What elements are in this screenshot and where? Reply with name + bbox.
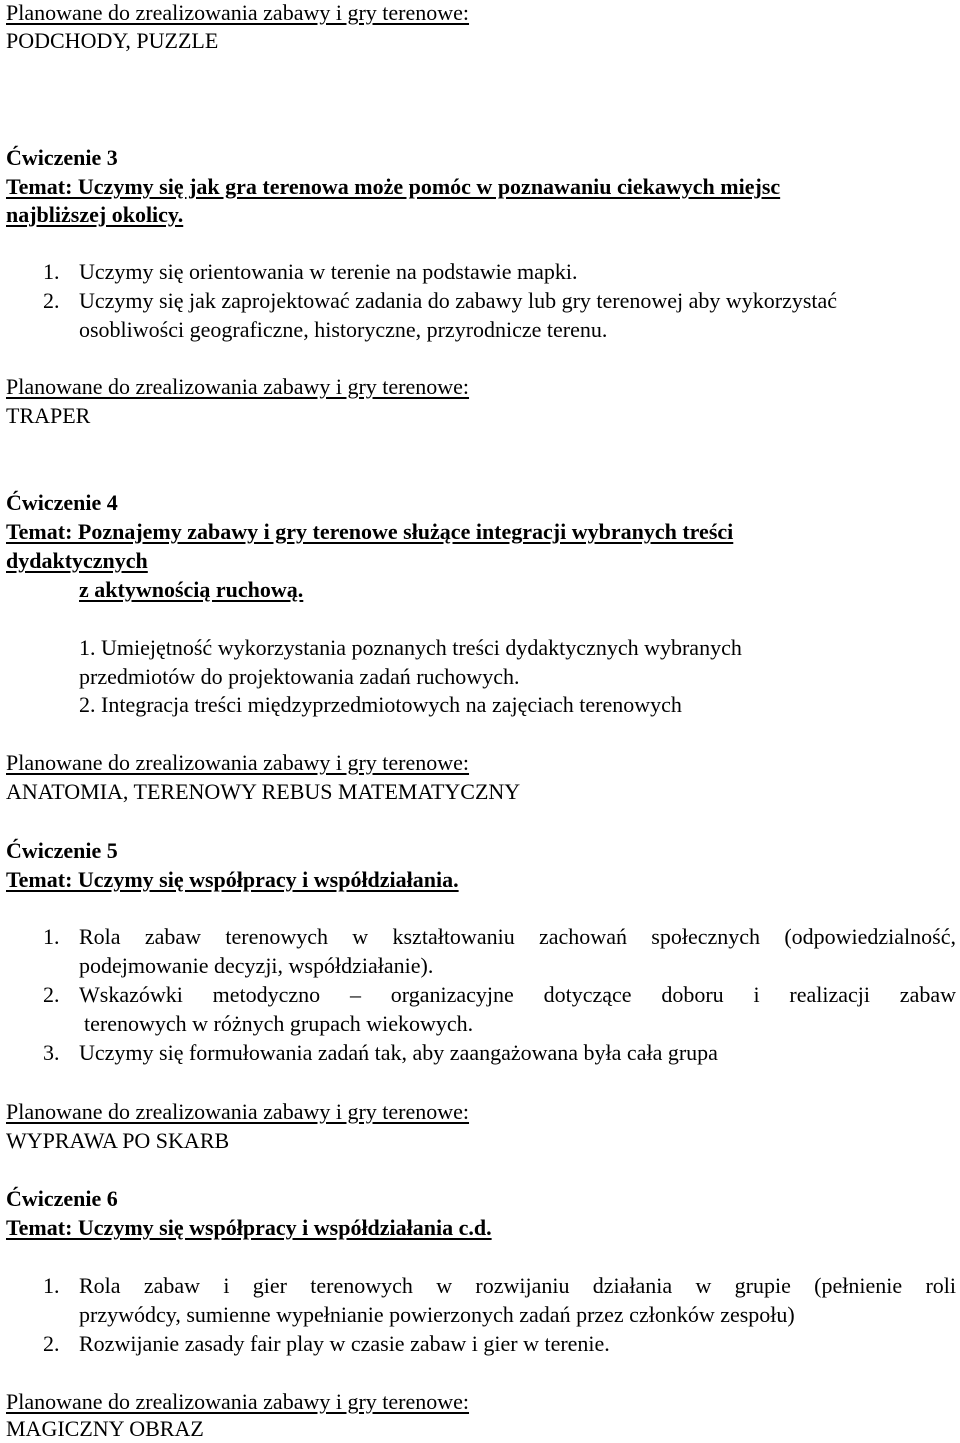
- exercise-3-item-2: [43, 286, 837, 315]
- exercise-4-topic-line3: z aktywnością ruchową.: [79, 577, 304, 602]
- exercise-4-item-2: [79, 690, 682, 719]
- item-text: Integracja treści międzyprzedmiotowych na zajęciach terenowych: [101, 692, 682, 717]
- exercise-4-item-1-cont: przedmiotów do projektowania zadań ruchowych.: [79, 664, 520, 689]
- exercise-5-topic: Temat: Uczymy się współpracy i współdziałania.: [6, 867, 459, 892]
- item-number: 2.: [43, 982, 60, 1007]
- planned-games-list: PODCHODY, PUZZLE: [6, 28, 219, 53]
- planned-games-label: Planowane do zrealizowania zabawy i gry terenowe:: [6, 0, 470, 25]
- item-number: 3.: [43, 1040, 60, 1065]
- exercise-4-item-1: [79, 633, 742, 662]
- item-number: 2.: [43, 288, 60, 313]
- item-number: 1.: [43, 259, 60, 284]
- planned-games-list: TRAPER: [6, 403, 91, 428]
- planned-games-label: Planowane do zrealizowania zabawy i gry terenowe:: [6, 750, 470, 775]
- exercise-5-item-1: [43, 922, 956, 951]
- planned-games-list: WYPRAWA PO SKARB: [6, 1128, 230, 1153]
- exercise-4-title: Ćwiczenie 4: [6, 490, 118, 515]
- item-number: 2.: [43, 1331, 60, 1356]
- exercise-3-title: Ćwiczenie 3: [6, 145, 118, 170]
- planned-games-list: MAGICZNY OBRAZ: [6, 1416, 204, 1441]
- exercise-5-item-2: [43, 980, 956, 1009]
- item-text: Uczymy się jak zaprojektować zadania do zabawy lub gry terenowej aby wykorzystać: [79, 288, 838, 313]
- exercise-5-title: Ćwiczenie 5: [6, 838, 118, 863]
- exercise-6-item-1-cont: przywódcy, sumienne wypełnianie powierzonych zadań przez członków zespołu): [79, 1302, 795, 1327]
- exercise-6-item-1: [43, 1271, 956, 1300]
- planned-games-label: Planowane do zrealizowania zabawy i gry terenowe:: [6, 1099, 470, 1124]
- exercise-5-item-2-cont: terenowych w różnych grupach wiekowych.: [84, 1011, 474, 1036]
- exercise-3-item-1: [43, 257, 578, 286]
- item-text: Rola zabaw terenowych w kształtowaniu zachowań społecznych (odpowiedzialność,: [79, 924, 956, 949]
- planned-games-list: ANATOMIA, TERENOWY REBUS MATEMATYCZNY: [6, 779, 521, 804]
- item-text: Umiejętność wykorzystania poznanych treści dydaktycznych wybranych: [101, 635, 742, 660]
- item-text: Uczymy się orientowania w terenie na podstawie mapki.: [79, 259, 578, 284]
- item-number: 1.: [43, 924, 60, 949]
- exercise-3-topic-line1: Temat: Uczymy się jak gra terenowa może pomóc w poznawaniu ciekawych miejsc: [6, 174, 781, 199]
- exercise-3-topic-line2: najbliższej okolicy.: [6, 202, 184, 227]
- exercise-3-item-2-cont: osobliwości geograficzne, historyczne, przyrodnicze terenu.: [79, 317, 608, 342]
- exercise-6-item-2: [43, 1329, 610, 1358]
- exercise-6-title: Ćwiczenie 6: [6, 1186, 118, 1211]
- item-text: Rola zabaw i gier terenowych w rozwijaniu działania w grupie (pełnienie roli: [79, 1273, 956, 1298]
- exercise-5-item-3: [43, 1038, 718, 1067]
- exercise-5-item-1-cont: podejmowanie decyzji, współdziałanie).: [79, 953, 434, 978]
- exercise-6-topic: Temat: Uczymy się współpracy i współdziałania c.d.: [6, 1215, 492, 1240]
- item-text: Wskazówki metodyczno – organizacyjne dotyczące doboru i realizacji zabaw: [79, 982, 956, 1007]
- planned-games-label: Planowane do zrealizowania zabawy i gry terenowe:: [6, 374, 470, 399]
- exercise-4-topic-line1: Temat: Poznajemy zabawy i gry terenowe służące integracji wybranych treści: [6, 519, 734, 544]
- item-text: Rozwijanie zasady fair play w czasie zabaw i gier w terenie.: [79, 1331, 610, 1356]
- item-text: Uczymy się formułowania zadań tak, aby zaangażowana była cała grupa: [79, 1040, 718, 1065]
- item-number: 1.: [79, 635, 96, 660]
- item-number: 1.: [43, 1273, 60, 1298]
- exercise-4-topic-line2: dydaktycznych: [6, 548, 148, 573]
- item-number: 2.: [79, 692, 96, 717]
- planned-games-label: Planowane do zrealizowania zabawy i gry terenowe:: [6, 1389, 470, 1414]
